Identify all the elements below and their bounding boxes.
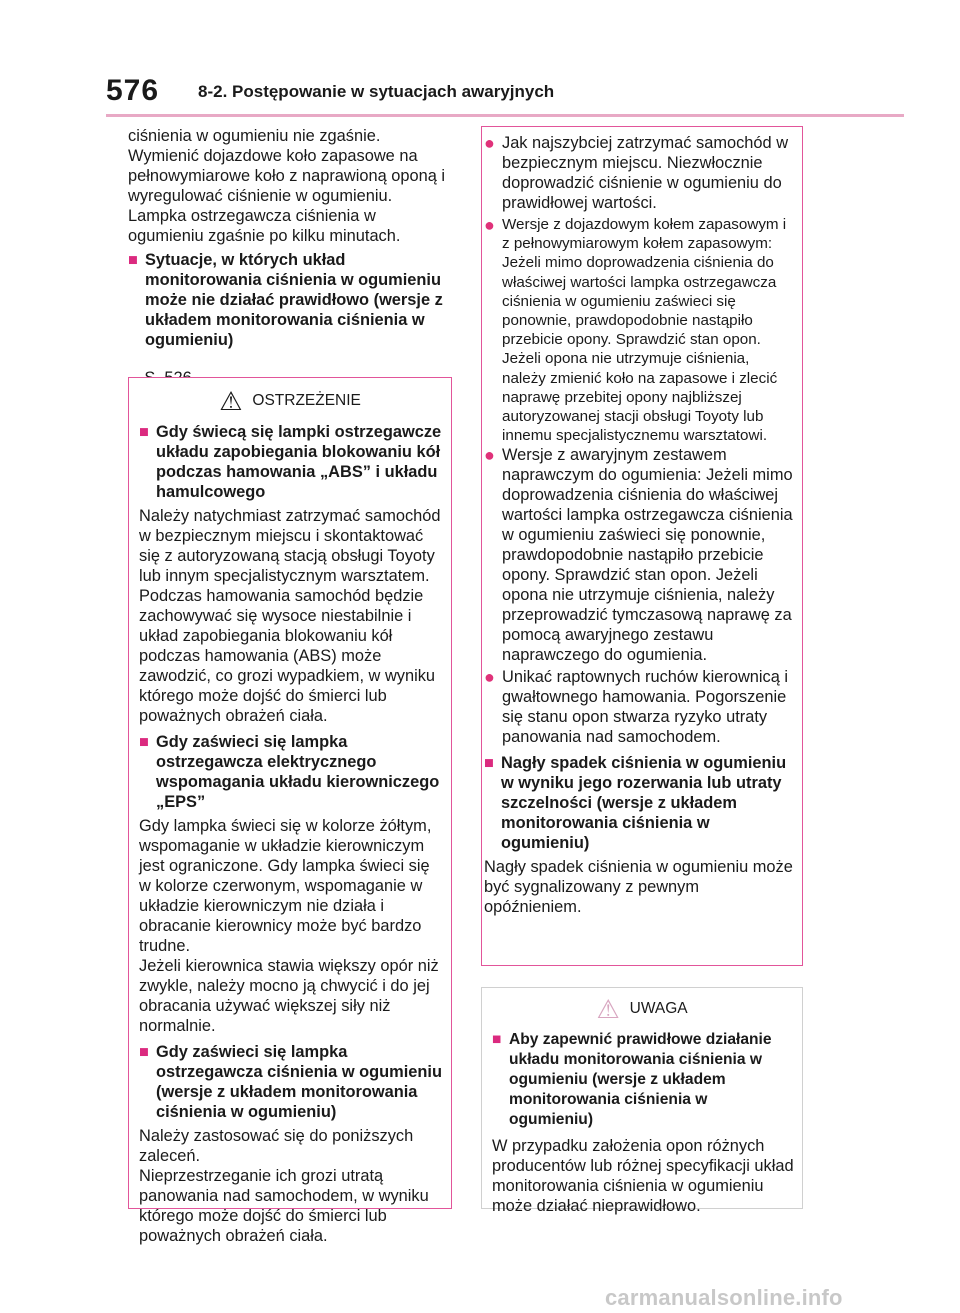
circle-bullet-icon: ● bbox=[484, 215, 495, 235]
page-number: 576 bbox=[106, 74, 160, 107]
warning-triangle-icon: ⚠ bbox=[219, 386, 243, 416]
bullet-item: ● Wersje z awaryjnym zestawem naprawczym do ogumienia: Jeżeli mimo doprowadzenia ciśnienia do właściwej wartości lampka ostrzegawcza ciśnienia w ogumieniu zaświeci się ponownie, prawdopodobnie nastąpiło przebicie opony. Sprawdzić stan opon. Jeżeli opona nie utrzymuje ciśnienia, należy przeprowadzić tymczasową naprawę za pomocą awaryjnego zestawu naprawczego do ogumienia. bbox=[484, 445, 793, 665]
abs-paragraph-2: Podczas hamowania samochód będzie zachowywać się wysoce niestabilnie i układ zapobiegania blokowaniu kół podczas hamowania (ABS) może zawodzić, co grozi wypadkiem, w wyniku którego może dojść do śmierci lub poważnych obrażeń ciała. bbox=[139, 587, 436, 725]
abs-paragraph-1: Należy natychmiast zatrzymać samochód w bezpiecznym miejscu i skontaktować się z autoryzowaną stacją obsługi Toyoty lub innym specjalistycznym warsztatem. bbox=[139, 507, 441, 585]
square-bullet-icon: ■ bbox=[492, 1031, 502, 1048]
eps-paragraph-1: Gdy lampka świeci się w kolorze żółtym, wspomaganie w układzie kierowniczym jest ograniczone. Gdy lampka świeci się w kolorze czerwonym, wspomaganie w układzie kierowniczym nie działa i obracanie kierownicy może być bardzo trudne. bbox=[139, 817, 432, 955]
notice-paragraph: W przypadku założenia opon różnych producentów lub różnej specyfikacji układ monitorowania ciśnienia w ogumieniu może działać nieprawidłowo. bbox=[492, 1137, 794, 1215]
watermark: carmanualsonline.info bbox=[605, 1285, 843, 1310]
square-bullet-icon: ■ bbox=[139, 423, 149, 441]
warning-title bbox=[129, 386, 451, 416]
tpms-warning-paragraph-2: Nieprzestrzeganie ich grozi utratą panowania nad samochodem, w wyniku którego może dojść do śmierci lub poważnych obrażeń ciała. bbox=[139, 1167, 429, 1245]
abs-heading: ■ Gdy świecą się lampki ostrzegawcze układu zapobiegania blokowaniu kół podczas hamowania „ABS” i układu hamulcowego bbox=[139, 423, 442, 501]
tpms-warning-heading: ■ Gdy zaświeci się lampka ostrzegawcza ciśnienia w ogumieniu (wersje z układem monitorowania ciśnienia w ogumieniu) bbox=[139, 1043, 442, 1121]
bullet-item: ● Wersje z dojazdowym kołem zapasowym i z pełnowymiarowym kołem zapasowym: Jeżeli mimo doprowadzenia ciśnienia do właściwej wartości lampka ostrzegawcza ciśnienia w ogumieniu zaświeci się ponownie, prawdopodobnie nastąpiło przebicie opony. Sprawdzić stan opon. Jeżeli opona nie utrzymuje ciśnienia, należy zmienić koło na zapasowe i zlecić naprawę przebitej opony najbliższej autoryzowanej stacji obsługi Toyoty lub innemu specjalistycznemu warsztatowi. bbox=[484, 215, 787, 445]
tpms-warning-paragraph-1: Należy zastosować się do poniższych zaleceń. bbox=[139, 1127, 414, 1165]
bullet-item: ● Unikać raptownych ruchów kierownicą i gwałtownego hamowania. Pogorszenie się stanu opon stwarza ryzyko utraty panowania nad samochodem. bbox=[484, 667, 789, 747]
square-bullet-icon: ■ bbox=[139, 733, 149, 751]
notice-title-text: UWAGA bbox=[629, 1000, 688, 1017]
warning-box bbox=[128, 377, 452, 1245]
intro-paragraph: ciśnienia w ogumieniu nie zgaśnie. Wymienić dojazdowe koło zapasowe na pełnowymiarowe koło z naprawioną oponą i wyregulować ciśnienie w ogumieniu. Lampka ostrzegawcza ciśnienia w ogumieniu zgaśnie po kilku minutach. bbox=[128, 127, 446, 245]
warning-continued-box bbox=[481, 126, 803, 966]
eps-paragraph-2: Jeżeli kierownica stawia większy opór niż zwykle, należy mocno ją chwycić i do jej obracania używać większej siły niż normalnie. bbox=[139, 957, 439, 1035]
warning-triangle-outline-icon: ⚠ bbox=[596, 994, 620, 1024]
square-bullet-icon: ■ bbox=[128, 251, 138, 269]
square-bullet-icon: ■ bbox=[484, 754, 494, 773]
circle-bullet-icon: ● bbox=[484, 133, 495, 153]
bullet-item: ● Jak najszybciej zatrzymać samochód w bezpiecznym miejscu. Niezwłocznie doprowadzić ciśnienie w ogumieniu do prawidłowej wartości. bbox=[484, 133, 789, 212]
tpms-heading-text: Sytuacje, w których układ monitorowania ciśnienia w ogumieniu może nie działać prawidłowo (wersje z układem monitorowania ciśnienia w ogumieniu) bbox=[145, 251, 443, 349]
square-bullet-icon: ■ bbox=[139, 1043, 149, 1061]
circle-bullet-icon: ● bbox=[484, 445, 495, 466]
header-divider bbox=[106, 114, 904, 117]
sudden-drop-heading: ■ Nagły spadek ciśnienia w ogumieniu w wyniku jego rozerwania lub utraty szczelności (wersje z układem monitorowania ciśnienia w ogumieniu) bbox=[484, 754, 787, 853]
sudden-drop-paragraph: Nagły spadek ciśnienia w ogumieniu może być sygnalizowany z pewnym opóźnieniem. bbox=[484, 858, 793, 917]
eps-heading: ■ Gdy zaświeci się lampka ostrzegawcza elektrycznego wspomagania układu kierowniczego „EPS” bbox=[139, 733, 440, 811]
notice-heading: ■ Aby zapewnić prawidłowe działanie układu monitorowania ciśnienia w ogumieniu (wersje z układem monitorowania ciśnienia w ogumieniu) bbox=[492, 1031, 772, 1128]
notice-title bbox=[482, 994, 802, 1024]
left-column bbox=[128, 126, 448, 388]
warning-title-text: OSTRZEŻENIE bbox=[252, 392, 361, 409]
circle-bullet-icon: ● bbox=[484, 667, 495, 688]
notice-box bbox=[481, 987, 803, 1215]
section-title: 8-2. Postępowanie w sytuacjach awaryjnych bbox=[198, 82, 555, 101]
tpms-heading bbox=[128, 250, 448, 350]
